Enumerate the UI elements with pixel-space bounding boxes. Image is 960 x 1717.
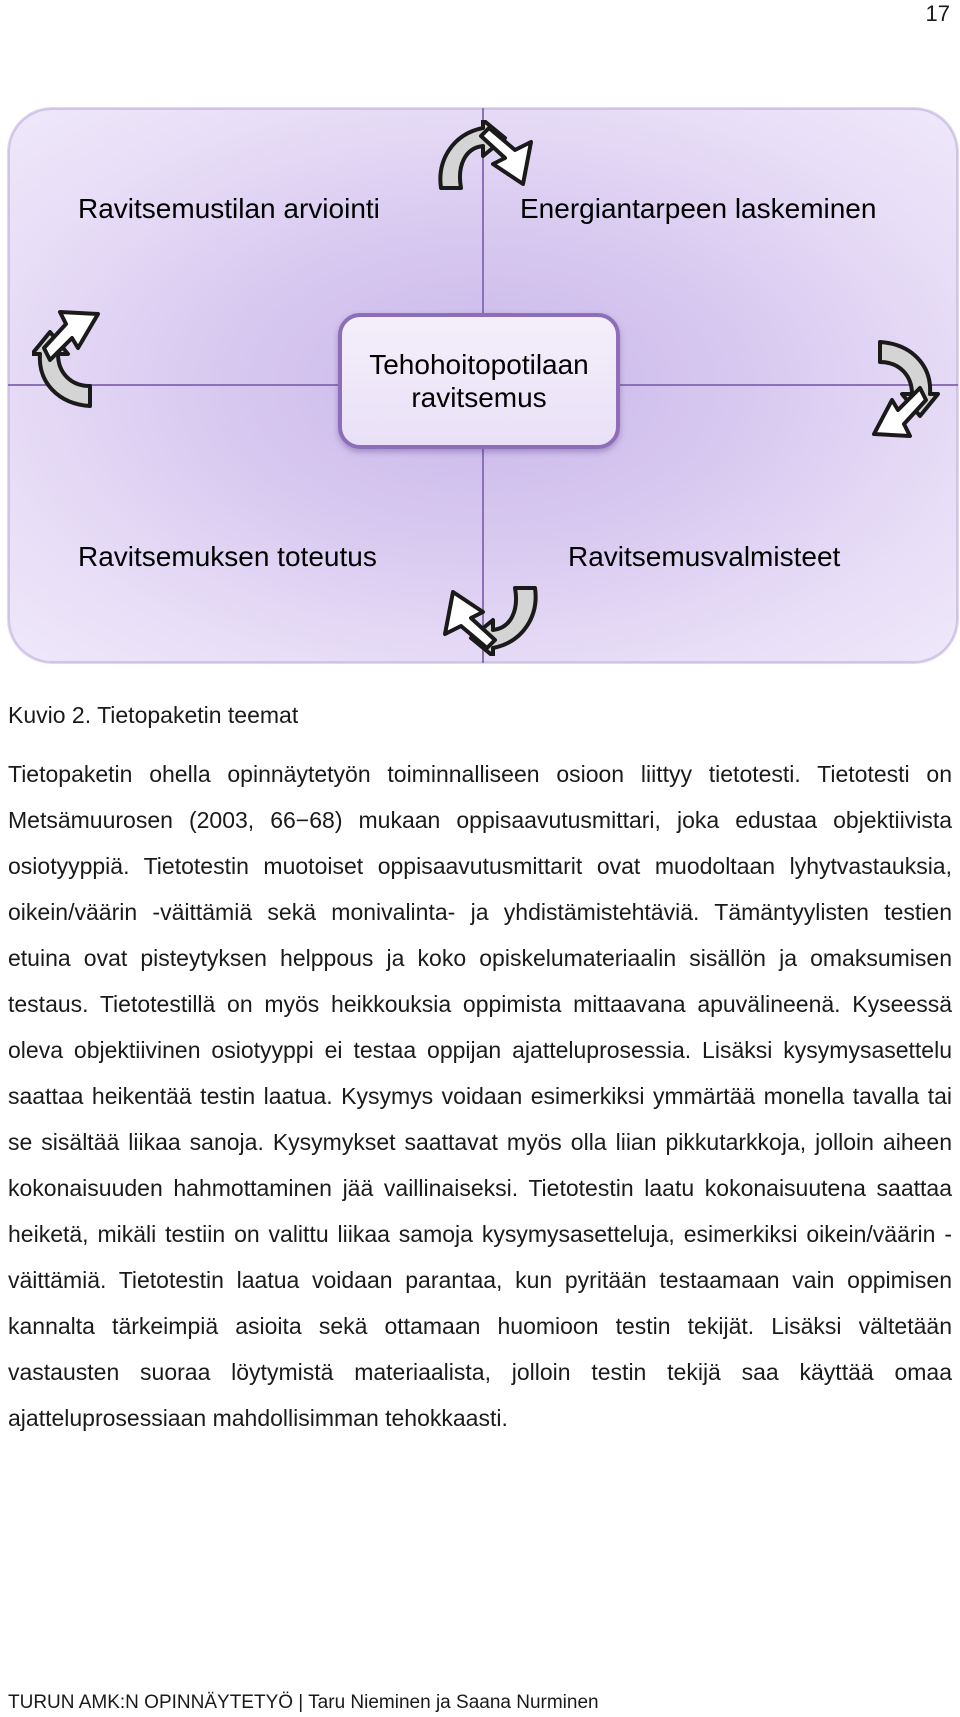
- cycle-arrow-right-icon: [870, 336, 942, 441]
- page-number: 17: [925, 1, 950, 26]
- center-box: [338, 313, 620, 449]
- quadrant-bottom-left-label: Ravitsemuksen toteutus: [78, 541, 377, 572]
- center-label-line1: Tehohoitopotilaan: [369, 349, 589, 380]
- quadrant-bottom-right-label: Ravitsemusvalmisteet: [568, 541, 841, 572]
- quadrant-top-right-label: Energiantarpeen laskeminen: [520, 193, 877, 224]
- page-footer: TURUN AMK:N OPINNÄYTETYÖ | Taru Nieminen ja Saana Nurminen: [8, 1692, 599, 1713]
- cycle-arrow-left-icon: [32, 308, 102, 413]
- theme-diagram: [8, 108, 958, 663]
- center-label-line2: ravitsemus: [411, 382, 547, 413]
- body-paragraph: Tietopaketin ohella opinnäytetyön toiminnalliseen osioon liittyy tietotesti. Tietotesti on Metsämuurosen (2003, 66−68) mukaan oppisaavutusmittari, joka edustaa objektiivista osiotyyppiä. Tietotestin muotoiset oppisaavutusmittarit ovat muodoltaan lyhytvastauksia, oikein/väärin -väittämiä sekä monivalinta- ja yhdistämistehtäviä. Tämäntyylisten testien etuina ovat pisteytyksen helppous ja koko opiskelumateriaalin sisällön ja omaksumisen testaus. Tietotestillä on myös heikkouksia oppimista mittaavana apuvälineenä. Kyseessä oleva objektiivinen osiotyyppi ei testaa oppijan ajatteluprosessia. Lisäksi kysymysasettelu saattaa heikentää testin laatua. Kysymys voidaan esimerkiksi ymmärtää monella tavalla tai se sisältää liikaa sanoja. Kysymykset saattavat myös olla liian pikkutarkkoja, jolloin aiheen kokonaisuuden hahmottaminen jää vaillinaiseksi. Tietotestin laatu kokonaisuutena saattaa heiketä, mikäli testiin on valittu liikaa samoja kysymysasetteluja, esimerkiksi oikein/väärin -väittämiä. Tietotestin laatua voidaan parantaa, kun pyritään testaamaan vain oppimisen kannalta tärkeimpiä asioita sekä ottamaan huomioon testin tekijät. Lisäksi vältetään vastausten suoraa löytymistä materiaalista, jolloin testin tekijä saa käyttää omaa ajatteluprosessiaan mahdollisimman tehokkaasti.: [8, 761, 952, 1431]
- cycle-arrow-top-icon: [433, 120, 543, 200]
- cycle-arrow-bottom-icon: [433, 576, 543, 656]
- figure-caption: Kuvio 2. Tietopaketin teemat: [8, 702, 299, 728]
- quadrant-top-left-label: Ravitsemustilan arviointi: [78, 193, 380, 224]
